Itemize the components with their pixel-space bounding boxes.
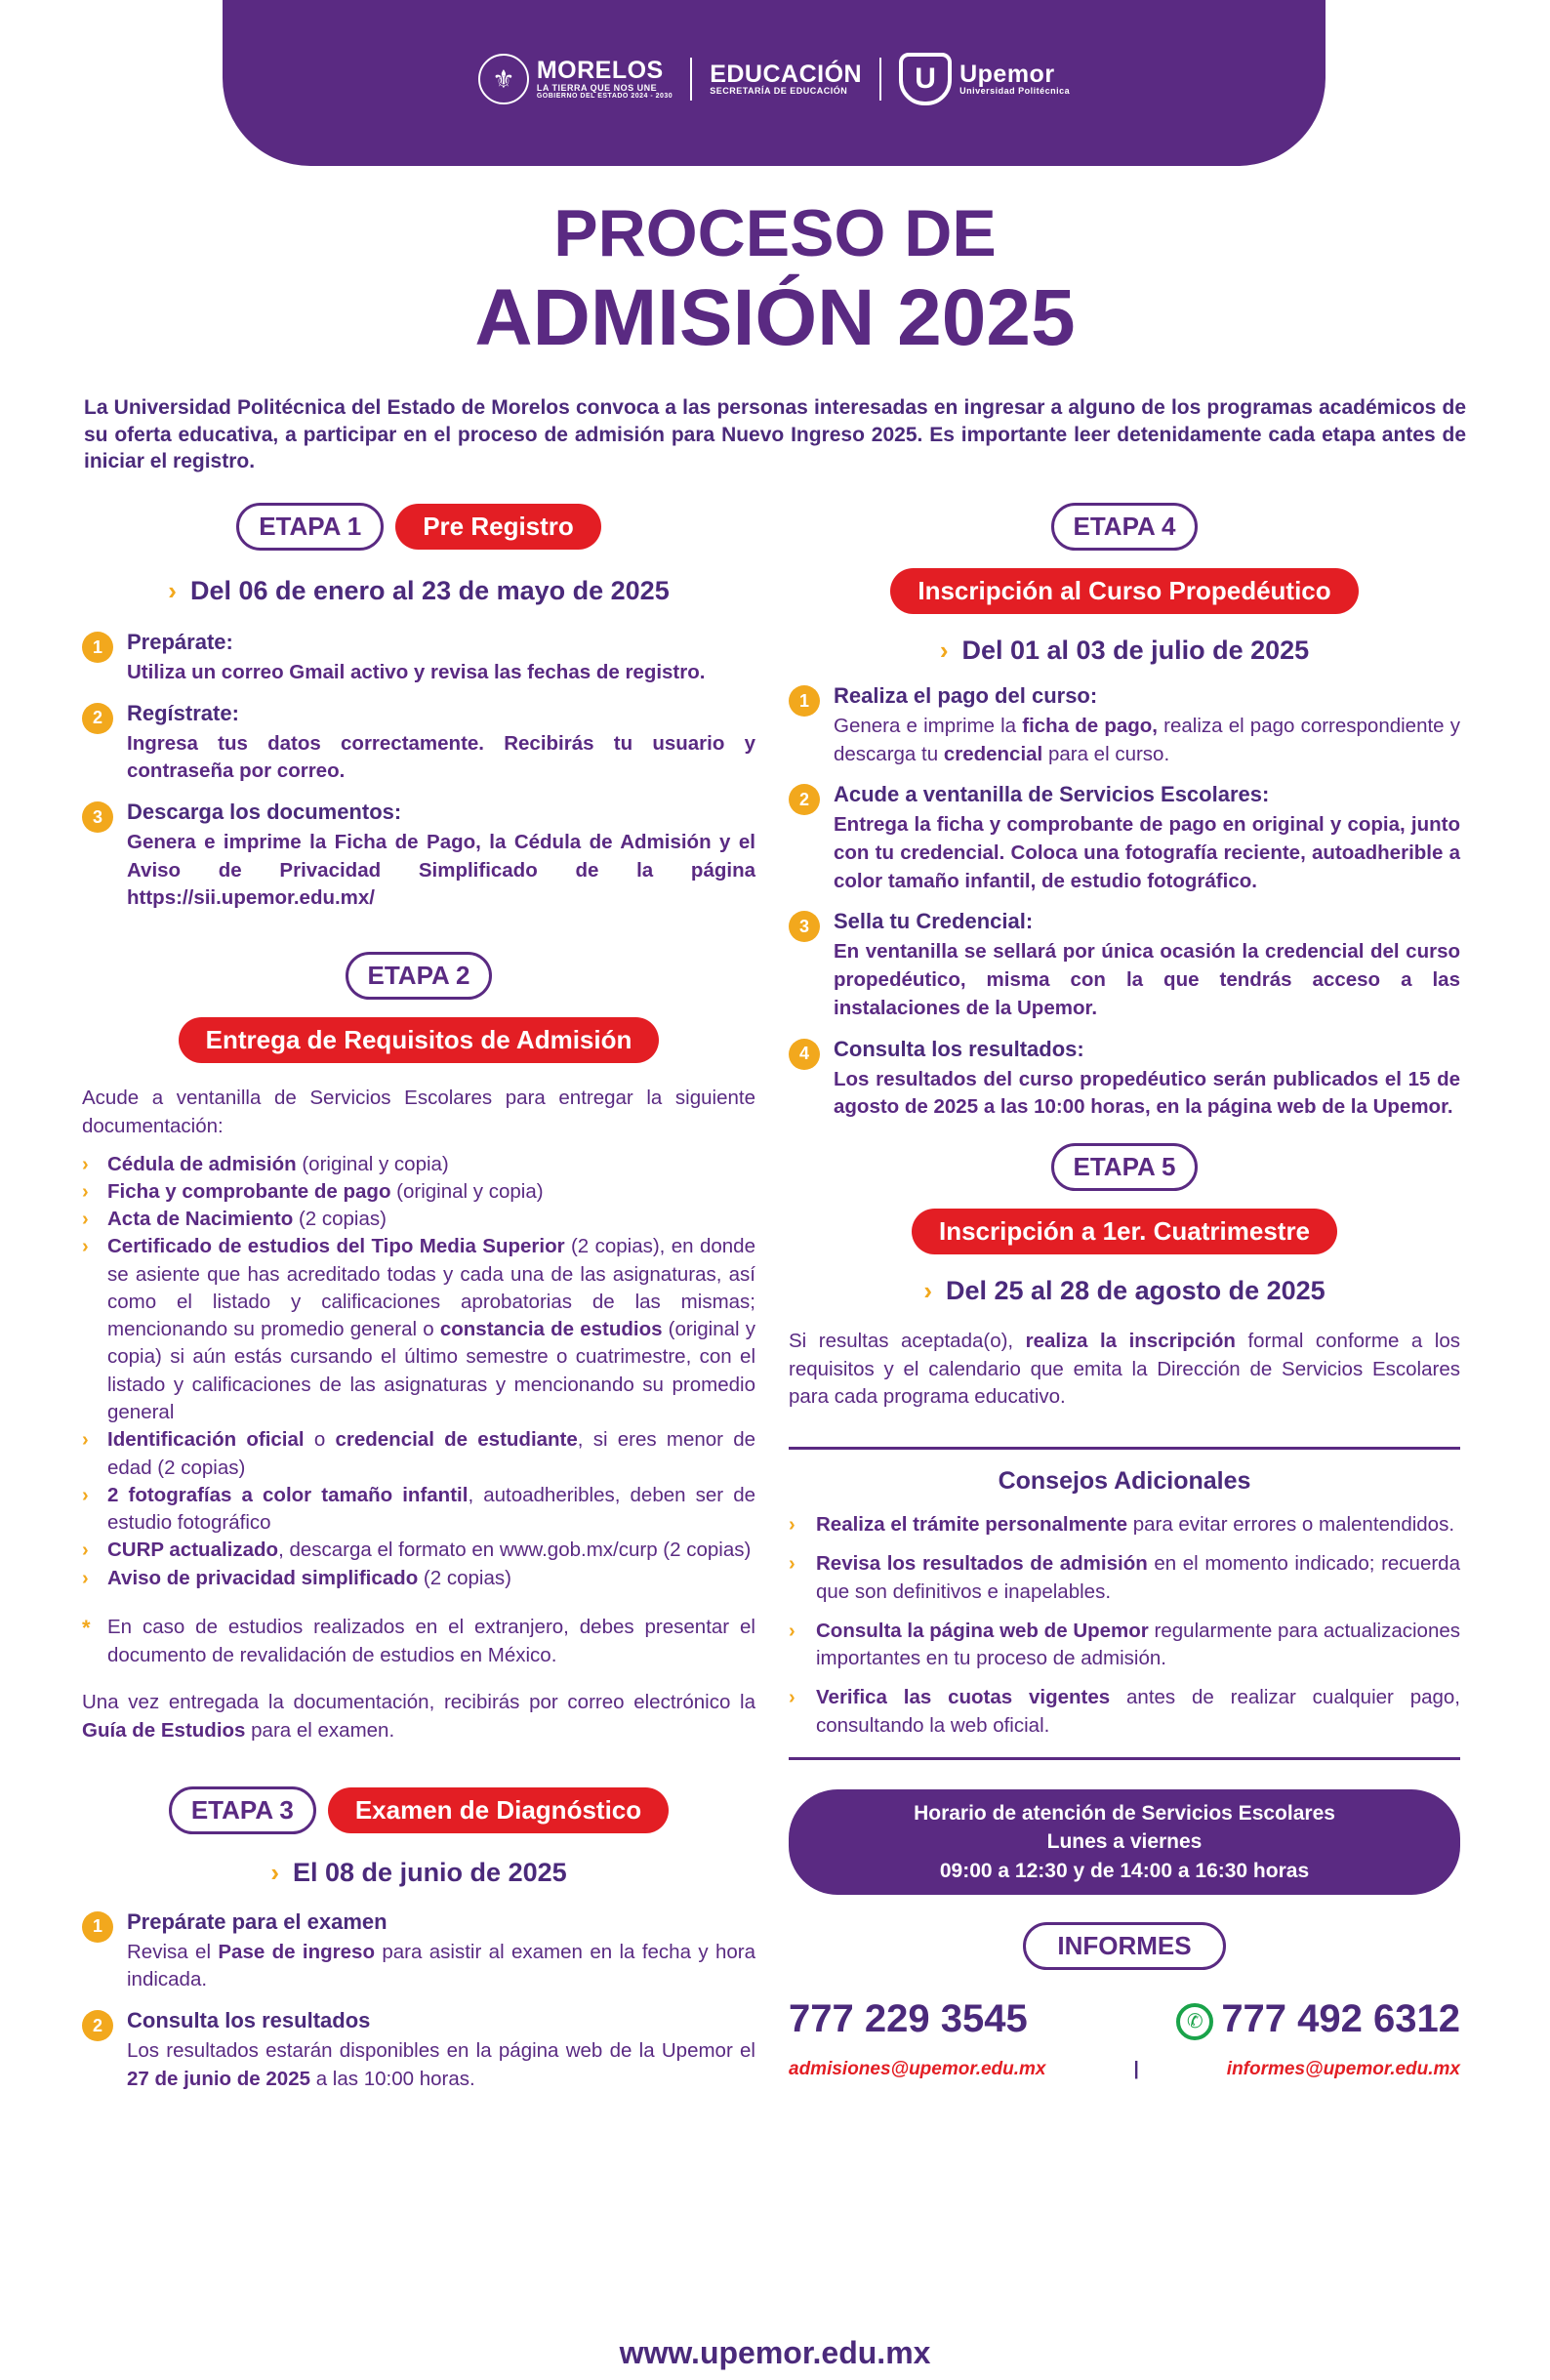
closing-bold: Guía de Estudios — [82, 1719, 246, 1743]
list-item — [82, 1206, 755, 1233]
etapa4-name: Inscripción al Curso Propedéutico — [890, 568, 1358, 614]
etapa1-date-text: Del 06 de enero al 23 de mayo de 2025 — [189, 576, 670, 605]
etapa3-date-text: El 08 de junio de 2025 — [293, 1857, 567, 1887]
email-separator: | — [1133, 2059, 1139, 2080]
title-line-1: PROCESO DE — [553, 196, 997, 270]
list-item — [82, 1178, 755, 1206]
etapa2-header — [82, 952, 755, 1000]
educacion-logo-text: EDUCACIÓN — [710, 61, 863, 89]
tip-rest: regularmente para actualizaciones importantes en tu proceso de admisión. — [816, 1619, 1460, 1670]
emails-row — [789, 2059, 1460, 2080]
morelos-logo-text: MORELOS — [536, 57, 664, 85]
step-text-pre: Genera e imprime la — [834, 715, 1023, 737]
step-text-bold: ficha de pago, — [1022, 715, 1158, 737]
step-title: Prepárate: — [127, 630, 233, 654]
chevron-right-icon: › — [789, 1687, 795, 1709]
step-text: Entrega la ficha y comprobante de pago en original y copia, junto con tu credencial. Coloca una fotografía reciente, autoadherible a color tamaño infantil, de estudio fotográfico. — [834, 813, 1460, 892]
item-rest: , descarga el formato en www.gob.mx/curp (2 copias) — [278, 1539, 752, 1562]
step-number: 2 — [82, 2010, 113, 2041]
upemor-mark-icon: U — [899, 53, 952, 105]
item-bold: Ficha y comprobante de pago — [107, 1179, 391, 1203]
item-bold: 2 fotografías a color tamaño infantil — [107, 1483, 469, 1506]
step-text-post: para asistir al examen en la fecha y hora indicada. — [127, 1940, 756, 1991]
step-title: Realiza el pago del curso: — [834, 683, 1098, 708]
etapa4-steps — [789, 683, 1460, 1122]
step-text-post: a las 10:00 horas. — [310, 2067, 475, 2090]
item-bold: Identificación oficial — [107, 1428, 305, 1452]
item-rest: (original y copia) — [296, 1152, 449, 1175]
etapa3-name: Examen de Diagnóstico — [328, 1787, 669, 1833]
step-number: 1 — [82, 632, 113, 663]
step-title: Consulta los resultados: — [834, 1036, 1084, 1061]
consejos-title: Consejos Adicionales — [998, 1466, 1251, 1495]
chevron-right-icon: › — [82, 1429, 89, 1452]
list-item — [82, 1426, 755, 1482]
etapa2-intro: Acude a ventanilla de Servicios Escolares para entregar la siguiente documentación: — [82, 1087, 755, 1137]
etapa5-text-post: formal conforme a los requisitos y el calendario que emita la Dirección de Servicios Escolares para cada programa educativo. — [789, 1329, 1460, 1409]
closing-post: para el examen. — [245, 1719, 395, 1743]
etapa3-date — [82, 1858, 755, 1888]
list-item — [789, 1550, 1460, 1606]
etapa1-step — [82, 630, 755, 687]
step-title: Prepárate para el examen — [127, 1908, 388, 1934]
morelos-logo — [478, 54, 673, 104]
etapa1-header — [82, 503, 755, 551]
intro-paragraph: La Universidad Politécnica del Estado de Morelos convoca a las personas interesadas en ingresar a alguno de los programas académicos de su oferta educativa, a participar en el proceso de admisión para Nuevo Ingreso 2025. Es importante leer detenidamente cada etapa antes de iniciar el registro. — [84, 396, 1466, 473]
chevron-right-icon: › — [168, 576, 177, 605]
horario-line-2: Lunes a viernes — [1046, 1830, 1203, 1854]
email-admisiones[interactable]: admisiones@upemor.edu.mx — [789, 2059, 1046, 2080]
etapa5-date-text: Del 25 al 28 de agosto de 2025 — [945, 1275, 1326, 1305]
step-text-pre: Los resultados del curso propedéutico serán publicados el — [834, 1067, 1408, 1090]
etapa4-name-row — [789, 568, 1460, 614]
etapa1-name: Pre Registro — [395, 504, 601, 550]
item-rest: o — [304, 1428, 336, 1452]
phone-2-group — [1176, 1997, 1460, 2041]
chevron-right-icon: › — [923, 1275, 932, 1305]
step-number: 3 — [789, 911, 820, 942]
website-link[interactable]: www.upemor.edu.mx — [619, 2335, 931, 2370]
item-rest-2: , si eres menor de edad (2 copias) — [107, 1428, 755, 1479]
tips-list — [789, 1511, 1460, 1740]
etapa4-date — [789, 636, 1460, 666]
page-title — [0, 196, 1550, 362]
header-band — [223, 0, 1326, 166]
chevron-right-icon: › — [789, 1620, 795, 1642]
step-text — [834, 713, 1460, 768]
step-text: Genera e imprime la Ficha de Pago, la Cédula de Admisión y el Aviso de Privacidad Simplificado de la página https://sii.upemor.edu.mx/ — [127, 831, 755, 910]
tip-rest: en el momento indicado; recuerda que son definitivos e inapelables. — [816, 1552, 1460, 1603]
etapa3-step — [82, 1909, 755, 1994]
list-item — [82, 1565, 755, 1592]
logo-separator — [879, 58, 881, 101]
upemor-logo-sub: Universidad Politécnica — [959, 86, 1071, 97]
etapa4-step — [789, 683, 1460, 768]
item-bold: Aviso de privacidad simplificado — [107, 1566, 419, 1589]
tip-bold: Realiza el trámite personalmente — [816, 1512, 1128, 1536]
step-title: Descarga los documentos: — [127, 800, 402, 825]
item-rest: (2 copias) — [293, 1208, 387, 1231]
item-rest: (original y copia) — [390, 1179, 544, 1203]
step-number: 1 — [82, 1911, 113, 1943]
step-text: En ventanilla se sellará por única ocasión la credencial del curso propedéutico, misma con la que tendrás acceso a las instalaciones de la Upemor. — [834, 940, 1460, 1019]
logos-row — [223, 53, 1326, 105]
step-number: 3 — [82, 801, 113, 833]
etapa5-text-bold: realiza la inscripción — [1025, 1329, 1236, 1352]
tip-bold: Verifica las cuotas vigentes — [816, 1686, 1111, 1709]
item-rest: (2 copias), en donde se asiente que has acreditado todas y cada una de las asignaturas, así como el listado y calificaciones aprobatorias de las mismas; mencionando su promedio general o — [107, 1235, 755, 1341]
chevron-right-icon: › — [789, 1553, 795, 1576]
list-item — [789, 1684, 1460, 1740]
chevron-right-icon: › — [270, 1857, 280, 1887]
upemor-logo-text: Upemor — [959, 61, 1055, 89]
step-number: 4 — [789, 1039, 820, 1070]
phone-1[interactable]: 777 229 3545 — [789, 1997, 1028, 2041]
morelos-logo-slogan: LA TIERRA QUE NOS UNE — [536, 82, 658, 93]
foreign-studies-note — [82, 1614, 755, 1669]
etapa5-badge: ETAPA 5 — [1051, 1143, 1199, 1191]
etapa2-badge: ETAPA 2 — [346, 952, 493, 1000]
chevron-right-icon: › — [789, 1513, 795, 1536]
etapa1-steps — [82, 630, 755, 913]
title-line-2: ADMISIÓN 2025 — [474, 273, 1076, 362]
chevron-right-icon: › — [82, 1567, 89, 1589]
phone-2[interactable]: 777 492 6312 — [1221, 1997, 1460, 2041]
item-bold-2: credencial de estudiante — [335, 1428, 578, 1452]
step-number: 2 — [789, 784, 820, 815]
etapa5-text-pre: Si resultas aceptada(o), — [789, 1329, 1026, 1352]
etapa2-name-row — [82, 1017, 755, 1063]
etapa5-date — [789, 1276, 1460, 1306]
list-item — [82, 1537, 755, 1564]
left-column — [82, 503, 755, 2108]
step-text-mid: a las 10:00 horas, en la página web de la Upemor. — [978, 1095, 1453, 1119]
tip-bold: Revisa los resultados de admisión — [816, 1552, 1148, 1576]
step-text-post: para el curso. — [1042, 742, 1170, 765]
item-bold: Certificado de estudios del Tipo Media Superior — [107, 1235, 565, 1258]
step-title: Consulta los resultados — [127, 2008, 371, 2033]
step-text: Ingresa tus datos correctamente. Recibirás tu usuario y contraseña por correo. — [127, 731, 755, 783]
etapa4-step — [789, 909, 1460, 1022]
chevron-right-icon: › — [82, 1209, 89, 1231]
step-title: Sella tu Credencial: — [834, 909, 1034, 934]
step-number: 2 — [82, 703, 113, 734]
horario-line-1: Horario de atención de Servicios Escolares — [914, 1801, 1335, 1825]
item-rest: , autoadheribles, deben ser de estudio fotográfico — [107, 1483, 755, 1535]
step-text — [127, 1939, 755, 1994]
step-text: Utiliza un correo Gmail activo y revisa las fechas de registro. — [127, 661, 706, 683]
educacion-logo-sub: SECRETARÍA DE EDUCACIÓN — [710, 86, 848, 97]
step-number: 1 — [789, 685, 820, 717]
tip-rest: antes de realizar cualquier pago, consultando la web oficial. — [816, 1686, 1460, 1737]
etapa3-badge: ETAPA 3 — [169, 1786, 316, 1834]
morelos-seal-icon: ⚜ — [478, 54, 529, 104]
phones-row — [789, 1997, 1460, 2041]
item-rest: (2 copias) — [418, 1566, 511, 1589]
chevron-right-icon: › — [82, 1539, 89, 1562]
educacion-logo — [710, 62, 862, 97]
step-text-pre: Los resultados estarán disponibles en la página web de la Upemor el — [127, 2039, 755, 2063]
chevron-right-icon: › — [82, 1180, 89, 1203]
item-bold: CURP actualizado — [107, 1539, 279, 1562]
right-column — [789, 503, 1460, 2080]
etapa1-date — [82, 576, 755, 606]
etapa1-badge: ETAPA 1 — [236, 503, 384, 551]
tip-rest: para evitar errores o malentendidos. — [1127, 1512, 1455, 1536]
etapa5-header — [789, 1143, 1460, 1191]
email-informes[interactable]: informes@upemor.edu.mx — [1226, 2059, 1460, 2080]
list-item — [82, 1233, 755, 1426]
etapa3-steps — [82, 1909, 755, 2094]
chevron-right-icon: › — [82, 1484, 89, 1506]
chevron-right-icon: › — [939, 636, 949, 665]
list-item — [789, 1618, 1460, 1673]
step-text-mid: realiza el pago correspondiente y descarga tu — [834, 715, 1460, 765]
divider — [789, 1447, 1460, 1450]
etapa4-header — [789, 503, 1460, 551]
list-item — [82, 1151, 755, 1178]
step-text-bold: 27 de junio de 2025 — [127, 2067, 310, 2090]
step-text-bold-2: credencial — [943, 742, 1043, 765]
requirements-list — [82, 1151, 755, 1593]
item-bold-2: constancia de estudios — [439, 1318, 663, 1341]
horario-line-3: 09:00 a 12:30 y de 14:00 a 16:30 horas — [939, 1859, 1310, 1882]
etapa5-name-row — [789, 1209, 1460, 1254]
chevron-right-icon: › — [82, 1153, 89, 1175]
step-text — [834, 1066, 1460, 1122]
etapa5-name: Inscripción a 1er. Cuatrimestre — [912, 1209, 1337, 1254]
chevron-right-icon: › — [82, 1236, 89, 1258]
step-text-bold: Pase de ingreso — [218, 1940, 375, 1963]
step-text-bold: 15 de agosto de 2025 — [834, 1067, 1461, 1119]
horario-box — [789, 1789, 1460, 1895]
etapa2-name: Entrega de Requisitos de Admisión — [179, 1017, 660, 1063]
divider — [789, 1757, 1460, 1760]
informes-badge: INFORMES — [1023, 1922, 1225, 1970]
tip-bold: Consulta la página web de Upemor — [816, 1619, 1149, 1642]
list-item — [82, 1482, 755, 1538]
step-title: Acude a ventanilla de Servicios Escolares: — [834, 782, 1270, 807]
item-rest-2: (original y copia) si aún estás cursando el último semestre o cuatrimestre, con el listado y calificaciones de las asignaturas y mencionando su promedio general — [107, 1318, 756, 1424]
etapa4-badge: ETAPA 4 — [1051, 503, 1199, 551]
step-text-pre: Revisa el — [127, 1940, 219, 1963]
etapa4-step — [789, 1037, 1460, 1122]
etapa1-step — [82, 800, 755, 913]
whatsapp-icon: ✆ — [1176, 2003, 1213, 2040]
step-title: Regístrate: — [127, 700, 239, 725]
logo-separator — [690, 58, 692, 101]
list-item — [789, 1511, 1460, 1539]
upemor-logo — [899, 53, 1070, 105]
morelos-logo-sub2: GOBIERNO DEL ESTADO 2024 - 2030 — [536, 93, 673, 101]
informes-header — [789, 1922, 1460, 1970]
etapa4-date-text: Del 01 al 03 de julio de 2025 — [961, 636, 1310, 665]
item-bold: Acta de Nacimiento — [107, 1208, 294, 1231]
etapa3-step — [82, 2008, 755, 2093]
etapa3-header — [82, 1786, 755, 1834]
asterisk-icon: * — [82, 1616, 91, 1640]
etapa5-text — [789, 1328, 1460, 1412]
etapa4-step — [789, 782, 1460, 895]
closing-pre: Una vez entregada la documentación, recibirás por correo electrónico la — [82, 1691, 755, 1714]
etapa1-step — [82, 701, 755, 786]
etapa2-closing — [82, 1689, 755, 1744]
item-bold: Cédula de admisión — [107, 1152, 297, 1175]
step-text — [127, 2037, 755, 2093]
note-text: En caso de estudios realizados en el extranjero, debes presentar el documento de revalidación de estudios en México. — [107, 1616, 755, 1666]
